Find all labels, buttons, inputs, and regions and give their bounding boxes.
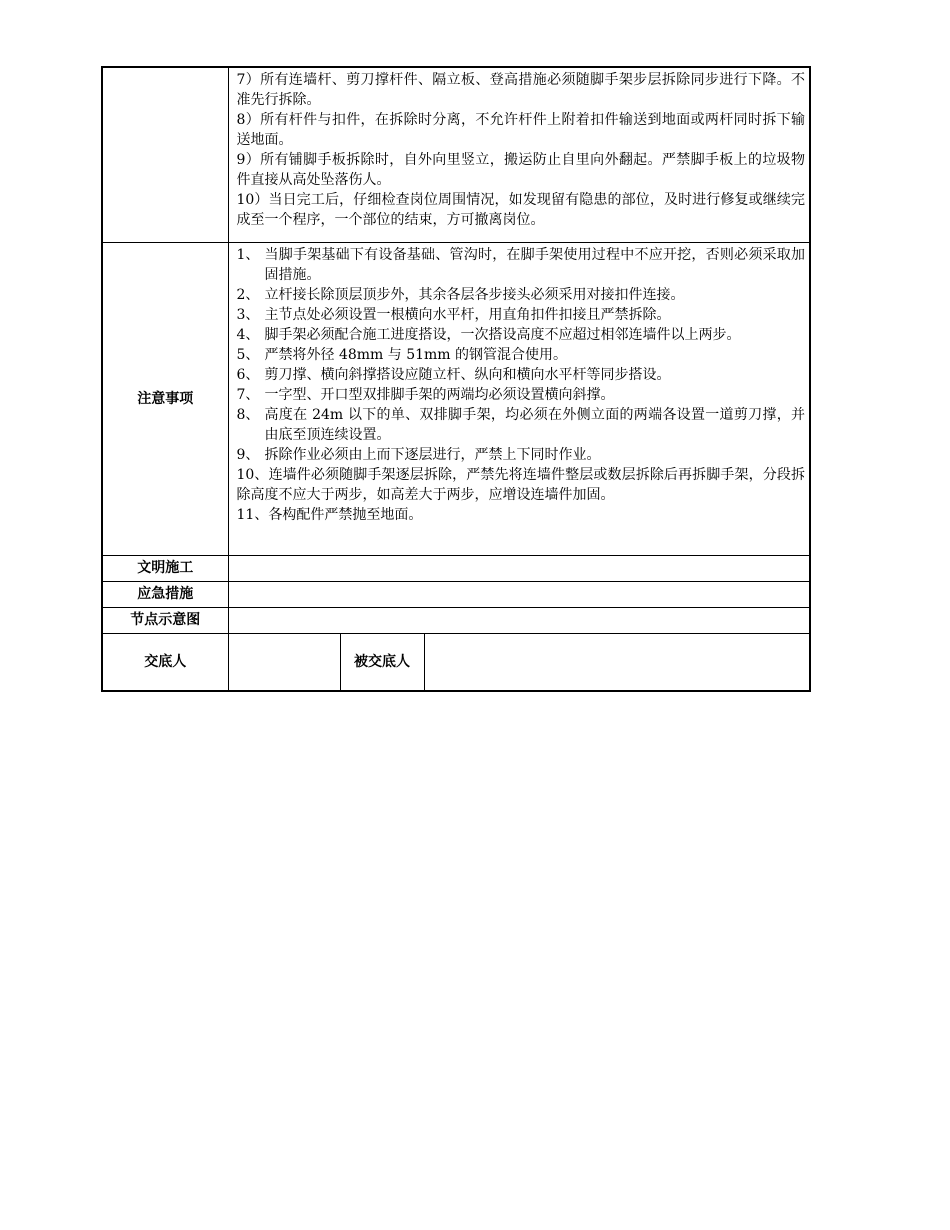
emergency-row <box>102 581 810 607</box>
disclosure-table <box>101 66 811 692</box>
removal-steps-label-cell <box>102 67 228 242</box>
note-item-6: 6、 剪刀撑、横向斜撑搭设应随立杆、纵向和横向水平杆等同步搭设。 <box>236 366 671 383</box>
discloser-label: 交底人 <box>102 633 228 691</box>
removal-step-8: 8）所有杆件与扣件，在拆除时分离，不允许杆件上附着扣件输送到地面或两杆同时拆下输送地面。 <box>236 112 806 148</box>
note-item-11: 11、各构配件严禁抛至地面。 <box>236 506 423 523</box>
note-item-9: 9、 拆除作业必须由上而下逐层进行，严禁上下同时作业。 <box>236 446 601 463</box>
note-item-1: 1、 当脚手架基础下有设备基础、管沟时，在脚手架使用过程中不应开挖，否则必须采取加固措施。 <box>236 246 806 283</box>
node-diagram-value[interactable] <box>228 607 810 633</box>
recipient-value[interactable] <box>424 633 810 691</box>
disclosure-sheet <box>101 66 809 692</box>
removal-steps-cell <box>228 67 810 242</box>
emergency-label: 应急措施 <box>102 581 228 607</box>
discloser-value[interactable] <box>228 633 340 691</box>
civilized-value[interactable] <box>228 555 810 581</box>
notes-label: 注意事项 <box>102 242 228 555</box>
removal-step-9: 9）所有铺脚手板拆除时，自外向里竖立，搬运防止自里向外翻起。严禁脚手板上的垃圾物件直接从高处坠落伤人。 <box>236 152 806 188</box>
recipient-label: 被交底人 <box>340 633 424 691</box>
node-diagram-row <box>102 607 810 633</box>
emergency-value[interactable] <box>228 581 810 607</box>
notes-row <box>102 242 810 555</box>
note-item-10: 10、连墙件必须随脚手架逐层拆除，严禁先将连墙件整层或数层拆除后再拆脚手架，分段拆除高度不应大于两步，如高差大于两步，应增设连墙件加固。 <box>236 466 806 503</box>
note-item-8: 8、 高度在 24m 以下的单、双排脚手架，均必须在外侧立面的两端各设置一道剪刀撑，并由底至顶连续设置。 <box>236 406 806 443</box>
signature-row <box>102 633 810 691</box>
note-item-4: 4、 脚手架必须配合施工进度搭设，一次搭设高度不应超过相邻连墙件以上两步。 <box>236 326 741 343</box>
node-diagram-label: 节点示意图 <box>102 607 228 633</box>
note-item-7: 7、 一字型、开口型双排脚手架的两端均必须设置横向斜撑。 <box>236 386 615 403</box>
civilized-row <box>102 555 810 581</box>
removal-step-7: 7）所有连墙杆、剪刀撑杆件、隔立板、登高措施必须随脚手架步层拆除同步进行下降。不准先行拆除。 <box>236 72 806 108</box>
civilized-label: 文明施工 <box>102 555 228 581</box>
removal-step-10: 10）当日完工后，仔细检查岗位周围情况，如发现留有隐患的部位，及时进行修复或继续完成至一个程序，一个部位的结束，方可撤离岗位。 <box>236 192 806 228</box>
notes-cell <box>228 242 810 555</box>
note-item-5: 5、 严禁将外径 48mm 与 51mm 的钢管混合使用。 <box>236 346 568 363</box>
removal-steps-row <box>102 67 810 242</box>
note-item-2: 2、 立杆接长除顶层顶步外，其余各层各步接头必须采用对接扣件连接。 <box>236 286 685 303</box>
note-item-3: 3、 主节点处必须设置一根横向水平杆，用直角扣件扣接且严禁拆除。 <box>236 306 671 323</box>
